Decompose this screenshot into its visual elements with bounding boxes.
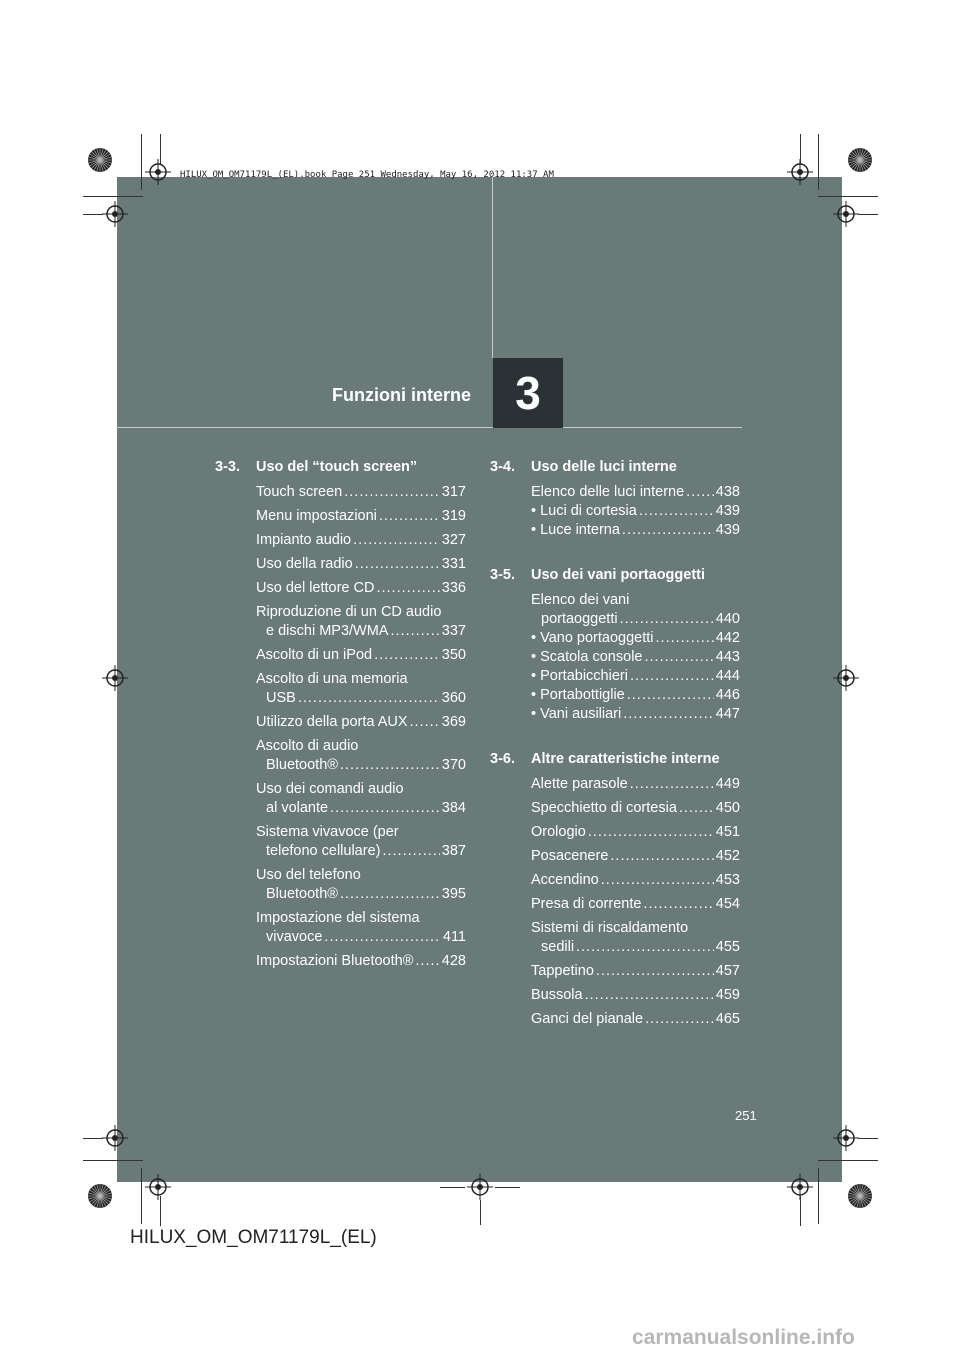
toc-entry-line [256,823,466,842]
starburst-target-icon [847,1183,873,1209]
toc-page-number: 440 [715,611,740,627]
toc-page-number: 428 [441,953,466,969]
toc-entry-line [256,737,466,756]
toc-entry[interactable] [490,705,740,724]
toc-page-number: 336 [441,580,466,596]
toc-entry-line [256,603,466,622]
toc-entry-line [531,775,740,794]
toc-leader-dots [353,531,440,550]
toc-entry-label: Impianto audio [256,532,352,548]
toc-entry-line [256,799,466,818]
toc-entry[interactable] [490,648,740,667]
toc-entry-label: Specchietto di cortesia [531,800,677,816]
toc-section-title: Uso delle luci interne [531,459,677,475]
toc-entry-line [256,756,466,775]
toc-leader-dots [376,579,439,598]
section-gap [490,545,740,567]
starburst-target-icon [847,147,873,173]
toc-entry-line [531,629,740,648]
toc-entry-label: Uso della radio [256,556,353,572]
toc-entry-line [256,866,466,885]
toc-entry-line [531,591,740,610]
toc-page-number: 457 [715,963,740,979]
page-number: 251 [735,1108,757,1123]
toc-entry-line [256,952,466,971]
toc-section-number: 3-4. [490,459,515,475]
toc-page-number: 337 [441,623,466,639]
section-gap [490,729,740,751]
toc-entry-label: Sistema vivavoce (per [256,824,399,840]
toc-leader-dots [415,952,439,971]
toc-entry[interactable] [215,909,466,947]
toc-page-number: 439 [715,503,740,519]
book-meta-line: HILUX_OM_OM71179L_(EL).book Page 251 Wednesday, May 16, 2012 11:37 AM [180,170,554,180]
crop-mark-line [818,196,878,197]
toc-leader-dots [374,646,440,665]
crop-mark-line [83,214,103,215]
toc-column-left [215,459,466,976]
toc-entry-label: Ganci del pianale [531,1011,644,1027]
toc-entry[interactable] [215,507,466,526]
toc-entry-line [256,483,466,502]
toc-entry-line [256,622,466,641]
registration-target-icon [102,201,128,227]
toc-entry-label: Presa di corrente [531,896,642,912]
toc-entry-line [531,799,740,818]
toc-entry-line [531,483,740,502]
crop-mark-line [818,1160,878,1161]
toc-leader-dots [610,847,713,866]
toc-leader-dots [576,938,714,957]
toc-entry-label: portaoggetti [541,611,618,627]
toc-leader-dots [390,622,439,641]
toc-entry-label: Impostazioni Bluetooth® [256,953,414,969]
toc-page-number: 369 [441,714,466,730]
toc-entry-label: • Portabicchieri [531,668,628,684]
toc-entry-label: Bluetooth® [266,757,338,773]
toc-leader-dots [340,756,440,775]
toc-entry-line [531,823,740,842]
toc-entry[interactable] [490,986,740,1005]
toc-entry-label: Sistemi di riscaldamento [531,920,689,936]
toc-leader-dots [340,885,440,904]
toc-entry-label: • Luce interna [531,522,620,538]
toc-page-number: 444 [715,668,740,684]
toc-leader-dots [588,823,714,842]
toc-entry-label: Accendino [531,872,599,888]
toc-entry-line [256,579,466,598]
registration-target-icon [833,1125,859,1151]
divider-vertical [492,177,493,358]
toc-page-number: 450 [715,800,740,816]
registration-target-icon [102,1125,128,1151]
crop-mark-line [83,1138,103,1139]
crop-mark-line [858,1138,878,1139]
registration-target-icon [145,1174,171,1200]
crop-mark-line [160,134,161,164]
toc-entry-line [531,847,740,866]
toc-page-number: 465 [715,1011,740,1027]
toc-entry-label: e dischi MP3/WMA [266,623,389,639]
toc-entry[interactable] [215,531,466,550]
crop-mark-line [141,1168,142,1224]
toc-section-heading [490,459,740,475]
toc-entry-line [531,938,740,957]
toc-entry-label: • Vano portaoggetti [531,630,654,646]
toc-entry-line [256,507,466,526]
toc-leader-dots [620,610,714,629]
toc-page-number: 370 [441,757,466,773]
toc-page-number: 454 [715,896,740,912]
toc-leader-dots [645,1010,714,1029]
toc-entry-label: Elenco delle luci interne [531,484,685,500]
toc-section-heading [215,459,466,475]
watermark: carmanualsonline.info [632,1326,855,1349]
toc-leader-dots [344,483,440,502]
toc-entry[interactable] [490,521,740,540]
toc-leader-dots [627,686,714,705]
toc-entry-label: • Scatola console [531,649,643,665]
toc-leader-dots [355,555,440,574]
toc-section-heading [490,567,740,583]
toc-page-number: 449 [715,776,740,792]
toc-entry[interactable] [215,555,466,574]
toc-entry-line [256,713,466,732]
toc-leader-dots [585,986,714,1005]
toc-entry-line [531,919,740,938]
toc-section-number: 3-6. [490,751,515,767]
toc-entry-label: Ascolto di audio [256,738,359,754]
toc-entry[interactable] [490,775,740,794]
crop-mark-line [495,1187,520,1188]
toc-page-number: 451 [715,824,740,840]
crop-mark-line [858,214,878,215]
toc-section-number: 3-3. [215,459,240,475]
registration-target-icon [102,665,128,691]
toc-column-right [490,459,740,1034]
registration-target-icon [145,159,171,185]
toc-leader-dots [410,713,440,732]
toc-entry-label: sedili [541,939,575,955]
starburst-target-icon [87,147,113,173]
toc-entry-line [256,670,466,689]
toc-entry-label: Ascolto di un iPod [256,647,373,663]
toc-entry[interactable] [490,667,740,686]
toc-entry[interactable] [490,591,740,629]
crop-mark-line [800,1196,801,1226]
toc-entry[interactable] [490,483,740,502]
toc-entry[interactable] [215,866,466,904]
toc-entry[interactable] [215,737,466,775]
toc-page-number: 439 [715,522,740,538]
toc-leader-dots [656,629,714,648]
toc-page-number: 411 [442,929,466,945]
toc-leader-dots [679,799,714,818]
registration-target-icon [833,665,859,691]
crop-mark-line [160,1196,161,1226]
toc-leader-dots [630,667,714,686]
toc-entry[interactable] [490,686,740,705]
toc-entry-line [531,667,740,686]
toc-entry[interactable] [490,799,740,818]
toc-entry[interactable] [215,823,466,861]
toc-entry[interactable] [215,780,466,818]
toc-entry[interactable] [215,603,466,641]
toc-entry-line [531,648,740,667]
toc-section-title: Uso dei vani portaoggetti [531,567,706,583]
toc-entry-label: Ascolto di una memoria [256,671,408,687]
toc-leader-dots [686,483,714,502]
toc-entry-label: vivavoce [266,929,323,945]
toc-page-number: 384 [441,800,466,816]
toc-leader-dots [379,507,440,526]
toc-page-number: 350 [441,647,466,663]
toc-entry[interactable] [215,670,466,708]
toc-entry-line [531,502,740,521]
toc-entry-line [531,871,740,890]
toc-leader-dots [596,962,714,981]
toc-entry[interactable] [490,629,740,648]
divider-horizontal [117,427,742,428]
toc-entry-label: • Vani ausiliari [531,706,622,722]
crop-mark-line [800,134,801,164]
toc-leader-dots [623,705,714,724]
toc-entry-line [256,780,466,799]
toc-page-number: 327 [441,532,466,548]
toc-entry-label: Touch screen [256,484,343,500]
toc-page-number: 459 [715,987,740,1003]
toc-entry-line [531,610,740,629]
toc-entry[interactable] [490,895,740,914]
toc-entry-label: Utilizzo della porta AUX [256,714,408,730]
toc-section-title: Altre caratteristiche interne [531,751,720,767]
toc-entry-line [256,646,466,665]
toc-page-number: 360 [441,690,466,706]
toc-entry-label: Orologio [531,824,586,840]
toc-leader-dots [630,775,714,794]
starburst-target-icon [87,1183,113,1209]
toc-entry[interactable] [490,502,740,521]
toc-entry-line [531,986,740,1005]
toc-entry-label: Riproduzione di un CD audio [256,604,442,620]
crop-mark-line [83,196,143,197]
toc-entry-line [256,555,466,574]
toc-section-number: 3-5. [490,567,515,583]
crop-mark-line [440,1187,465,1188]
crop-mark-line [83,1160,143,1161]
toc-leader-dots [601,871,714,890]
toc-page-number: 331 [441,556,466,572]
toc-entry-line [531,686,740,705]
section-title: Funzioni interne [332,385,471,405]
toc-entry-line [256,885,466,904]
crop-mark-line [480,1200,481,1225]
toc-entry-label: • Luci di cortesia [531,503,637,519]
toc-entry-line [531,521,740,540]
toc-entry-label: Alette parasole [531,776,628,792]
toc-leader-dots [622,521,714,540]
toc-entry-label: telefono cellulare) [266,843,381,859]
toc-page-number: 395 [441,886,466,902]
toc-entry-label: USB [266,690,296,706]
toc-entry-line [531,895,740,914]
toc-entry-label: Uso del lettore CD [256,580,375,596]
toc-leader-dots [330,799,440,818]
registration-target-icon [833,201,859,227]
toc-page-number: 447 [715,706,740,722]
toc-entry-label: Tappetino [531,963,594,979]
chapter-number-box: 3 [493,358,563,428]
toc-entry-label: Elenco dei vani [531,592,630,608]
toc-leader-dots [324,928,440,947]
toc-page-number: 319 [441,508,466,524]
crop-mark-line [818,134,819,190]
toc-entry-line [256,531,466,550]
toc-entry-line [531,962,740,981]
toc-entry-line [256,689,466,708]
toc-entry-label: Posacenere [531,848,609,864]
toc-entry[interactable] [215,952,466,971]
toc-entry-label: Uso del telefono [256,867,361,883]
toc-entry[interactable] [490,962,740,981]
toc-section-title: Uso del “touch screen” [256,459,418,475]
toc-page-number: 387 [441,843,466,859]
toc-entry[interactable] [490,871,740,890]
registration-target-icon [467,1174,493,1200]
toc-page-number: 452 [715,848,740,864]
toc-entry-line [531,705,740,724]
toc-entry[interactable] [215,713,466,732]
toc-entry-line [531,1010,740,1029]
toc-page-number: 443 [715,649,740,665]
toc-entry[interactable] [490,823,740,842]
toc-entry[interactable] [490,1010,740,1029]
toc-page-number: 455 [715,939,740,955]
toc-entry[interactable] [490,847,740,866]
toc-entry[interactable] [215,579,466,598]
toc-section-heading [490,751,740,767]
toc-leader-dots [644,648,713,667]
toc-entry[interactable] [215,483,466,502]
toc-entry-label: Uso dei comandi audio [256,781,404,797]
toc-entry[interactable] [215,646,466,665]
toc-page-number: 317 [441,484,466,500]
toc-entry-label: • Portabottiglie [531,687,625,703]
toc-page-number: 453 [715,872,740,888]
toc-entry-label: Menu impostazioni [256,508,377,524]
footer-document-code: HILUX_OM_OM71179L_(EL) [130,1227,377,1248]
toc-page-number: 438 [715,484,740,500]
toc-entry-line [256,928,466,947]
toc-entry-label: Bussola [531,987,583,1003]
crop-mark-line [818,1168,819,1224]
toc-entry-label: Impostazione del sistema [256,910,420,926]
toc-entry-line [256,909,466,928]
toc-entry-label: al volante [266,800,329,816]
toc-leader-dots [298,689,440,708]
crop-mark-line [141,134,142,190]
toc-leader-dots [382,842,439,861]
toc-leader-dots [639,502,714,521]
toc-page-number: 442 [715,630,740,646]
toc-entry-label: Bluetooth® [266,886,338,902]
toc-leader-dots [643,895,713,914]
toc-entry-line [256,842,466,861]
toc-entry[interactable] [490,919,740,957]
toc-page-number: 446 [715,687,740,703]
